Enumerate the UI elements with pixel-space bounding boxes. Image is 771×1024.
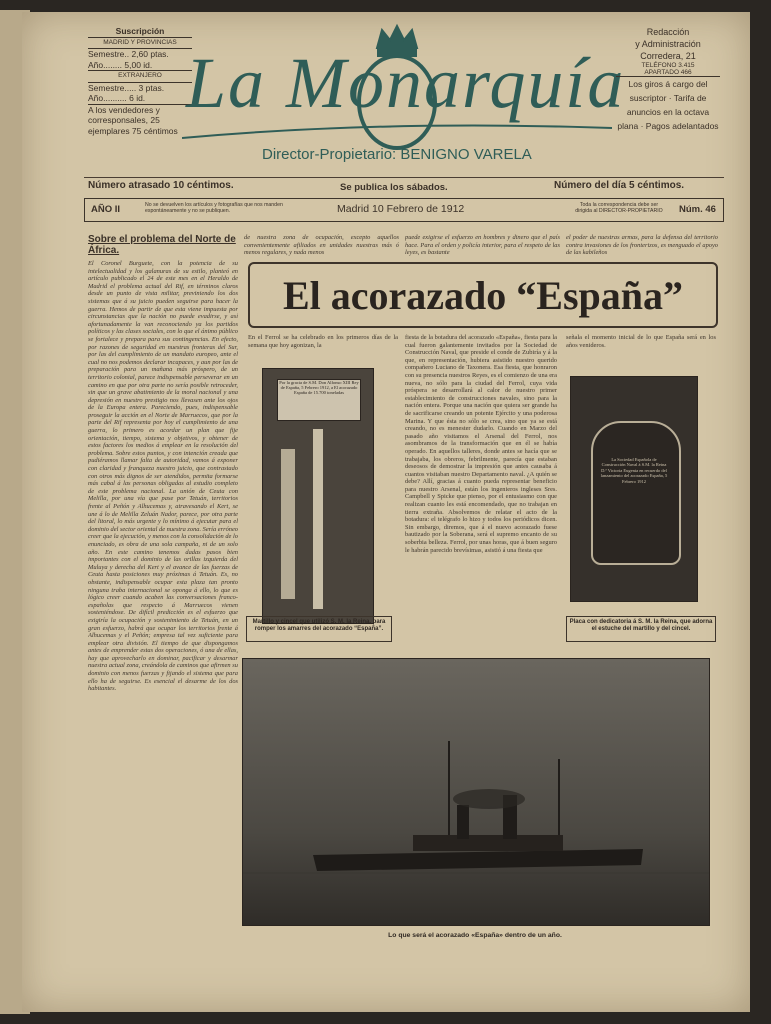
strip-col-2: puede exigirse el esfuerzo en hombres y dinero que el país hace. Para el orden y policía interior, para el respeto de las leyes, es bastante [405, 234, 560, 257]
rule [84, 177, 724, 178]
subscription-line-2: Año........ 5,00 id. [88, 59, 153, 70]
masthead-director: Director-Propietario: BENIGNO VARELA [262, 146, 532, 163]
headline: El acorazado “España” [282, 273, 684, 318]
plaque-frame [591, 421, 681, 565]
year-label: AÑO II [91, 204, 121, 215]
masthead-title: La Monarquía [186, 43, 626, 123]
chisel-shape [313, 429, 323, 609]
admin-line-5: APARTADO 466 [644, 69, 692, 76]
left-article-body: El Coronel Burguete, con la potencia de su intelectualidad y los galanuras de su estilo, planteó en artículo publicado el 24 de este mes en el Heraldo de Madrid el problema actual del Rif, en términos claros desde un punto de vista militar, previniendo los dos sistemas que á su juicio pueden seguirse para hacer la guerra. Hemos de partir de que esta viene impuesta por circunstancias que la nación no puede evadirse, y así afortunadamente la van reconociendo ya los partidos políticos y las clases sociales, con lo que el ánimo público se fortalece y prepara para sus contingencias. En efecto, por razones de seguridad en nuestras fronteras del Sur, por las del cumplimiento de un mandato europeo, ante el cual no nos podemos declarar incapaces, y aun por las de preparación para un mañana más próspero, de un territorio colonial, parece indispensable perseverar en un camino en que por otra parte no sería posible retroceder, sin que un grave abatimiento de la moral nacional y una depresión en nuestro prestigio nos llevasen ante los ojos de la Europa entera. Pareciendo, pues, indispensable proseguir la acción en el Norte de Marruecos, que por la parte del Rif representa por hoy el cumplimiento de una guerra, lo primero es acordar un plan que fije orientación, tiempo, sistema y objetivos, y obtener de estos factores los medios á emplear en la resolución del problema. Sobre estos puntos, y con intención creada que pudiéramos llamar falta de autoridad, vamos á exponer con claridad y franqueza nuestro juicio, que contrastado con otros más dignos de ser atendidos, permita formarse más cabal á las personas obligadas al estudio completo de este problema nacional. La unión de Ceuta con Melilla, por una vía que pase por Tetuán, territorios frente al Peñón y Alhucemas y, atravesando el Kert, se une á lo de Melilla Zeluán Nador, parece, por otra parte del litoral, lo más urgente y lo mínimo á ejecutar para el dominio del sector oriental de nuestra zona. Sería erróneo creer que la ejecución, y menos con la consolidación de lo enunciado, es obra de una sola campaña, ni de un solo año. En este camino tenemos dadas pasos bien importantes con el dominio de las orillas izquierda del Muluya y derecha del Kert y el avance de las fuerzas de Ceuta hasta posiciones muy próximas á Tetuán. Es, no obstante, indispensable ocupar esta plaza tan pronto ninguna traba internacional se oponga á ello, lo que es lógico creer cuando acaben las conversaciones franco-españolas que respecto á Marruecos vienen sosteniéndose. De difícil predicción es el esfuerzo que exigiría la ocupación y sostenimiento de Tetuán, en un gran esfuerzo, habrá que ocupar los territorios frente á Alhucemas y el Peñón; empresa tal vez suficiente para emplear otra división. El tiempo de que dispongamos antes de emprender estas dos operaciones, ó una de ellas, hay que aprovecharlo en dominar, pacificar y desarmar nuestra actual zona, creándola de caminos que afirmen su dominio con menos fuerzas y fijando el sistema que para ello ha de seguirse. Es esencial el desarme de los dos habitantes. [88, 260, 238, 693]
hammer-chisel-photo [262, 368, 374, 624]
publication-day: Se publica los sábados. [340, 182, 448, 193]
battleship-photo [242, 658, 710, 926]
strip-col-1: de nuestra zona de ocupación, excepto aquellos convenientemente afiliados en unidades nuestras más ó menos regulares, y nada menos [244, 234, 399, 257]
plaque-photo [570, 376, 698, 602]
admin-box [616, 26, 720, 133]
admin-line-1: Redacción [646, 27, 690, 37]
main-article-col-2: fiesta de la botadura del acorazado «España», fiesta para la cual fueron galantemente invitados por la Sociedad de Construcción Naval, que preside el conde de Zubiría y á la que, en representación, hubiera asistido nuestro querido compañero Luciano de Taxonera. Esa fiesta, que honraron con su presencia nuestros Reyes, es el comienzo de una era nueva, no sólo para la ciudad del Ferrol, cuya vida próspera se desarrollará al calor de nuestro primer establecimiento de construcciones navales, sino para la nación entera. Porque una nación que quiera ser grande ha de sacrificarse creando un potente Ejército y una poderosa Marina. Y que ésta no sólo se crea, sino que ya se está creando, no es menester dudarlo. Cuando en Marzo del pasado año visitamos el Arsenal del Ferrol, nos asombramos de la transformación que en él se había operado. En aquellos talleres, donde antes se hacía que se trabajaba, los obreros, febrilmente, parecía que estaban deseosos de demostrar la impresión que antes causaba á cuantos visitaban nuestro Departamento naval. ¿A quién se debe? Allí, gracias á cuanto pueda representar beneficio para nuestro Arsenal, están los ingenieros ingleses Sres. Campbell y Spicke que pienso, por el entusiasmo con que realizan cuanto les está encomendado, que no trabajan en tierra extraña. Absolvemos de relatar el acto de la botadura: el telégrafo lo hizo y todos los periódicos dicen. Sin embargo, diremos, que á el nuevo acorazado fuese bautizado por la Soberana, será el supremo encanto de su soberbia belleza. Ferrol, por unas horas, que á buen seguro le habrán parecido brevísimas, asistió á una fiesta que [405, 334, 557, 554]
back-issue-price: Número atrasado 10 céntimos. [88, 180, 234, 191]
admin-note: Los giros á cargo del suscriptor · Tarifa de anuncios en la octava plana · Pagos adelantados [616, 76, 720, 133]
subscription-region-1: MADRID Y PROVINCIAS [88, 37, 192, 50]
subscription-line-3: Semestre..... 3 ptas. [88, 82, 165, 93]
ship-caption: Lo que será el acorazado «España» dentro de un año. [388, 932, 562, 939]
hammer-caption: Martillo y cincel que utilizó S. M. la Reina, para romper los amarres del acorazado “España”. [246, 616, 392, 642]
subscription-line-1: Semestre.. 2,60 ptas. [88, 49, 169, 59]
battleship-icon [243, 659, 709, 925]
issue-date: Madrid 10 Febrero de 1912 [337, 203, 465, 215]
notice-left: No se devuelven los artículos y fotografías que nos manden espontáneamente y no se publiquen. [145, 202, 283, 214]
hammer-handle-shape [281, 449, 295, 599]
admin-line-3: Corredera, 21 [640, 51, 696, 61]
admin-line-2: y Administración [635, 39, 701, 49]
main-article-col-1: En el Ferrol se ha celebrado en los primeros días de la semana que hoy agonizan, la [248, 334, 398, 349]
day-issue-price: Número del día 5 céntimos. [554, 180, 685, 191]
main-article-col-3: señala el momento inicial de lo que España será en los años venideros. [566, 334, 716, 349]
subscription-line-4: Año.......... 6 id. [88, 93, 146, 103]
subscription-note: A los vendedores y corresponsales, 25 ejemplares 75 céntimos [88, 104, 192, 137]
masthead-title-area [182, 20, 626, 170]
issue-number: Núm. 46 [679, 204, 716, 215]
left-article-heading: Sobre el problema del Norte de África. [88, 234, 236, 256]
admin-line-4: TELÉFONO 3.415 [641, 62, 695, 69]
subscription-box [88, 26, 192, 136]
hammer-plaque: Por la gracia de S.M. Don Alfonso XIII Rey de España, 5 Febrero 1912, a El acorazado España de 15.700 toneladas [277, 379, 361, 421]
date-bar [84, 198, 724, 222]
newspaper-page [22, 12, 750, 1012]
plaque-inscription: La Sociedad Española de Construcción Naval á S.M. la Reina D.ª Victoria Eugenia en recuerdo del lanzamiento del acorazado España, 5 Febrero 1912 [600, 457, 668, 484]
notice-right: Toda la correspondencia debe ser dirigida al DIRECTOR-PROPIETARIO [575, 202, 663, 214]
subscription-heading: Suscripción [115, 26, 165, 36]
plaque-caption: Placa con dedicatoria á S. M. la Reina, que adorna el estuche del martillo y del cincel. [566, 616, 716, 642]
strip-col-3: el poder de nuestras armas, para la defensa del territorio contra invasiones de los fronterizos, es menguado el apoyo de las kabileños [566, 234, 718, 257]
headline-frame [248, 262, 718, 328]
subscription-region-2: EXTRANJERO [88, 70, 192, 83]
